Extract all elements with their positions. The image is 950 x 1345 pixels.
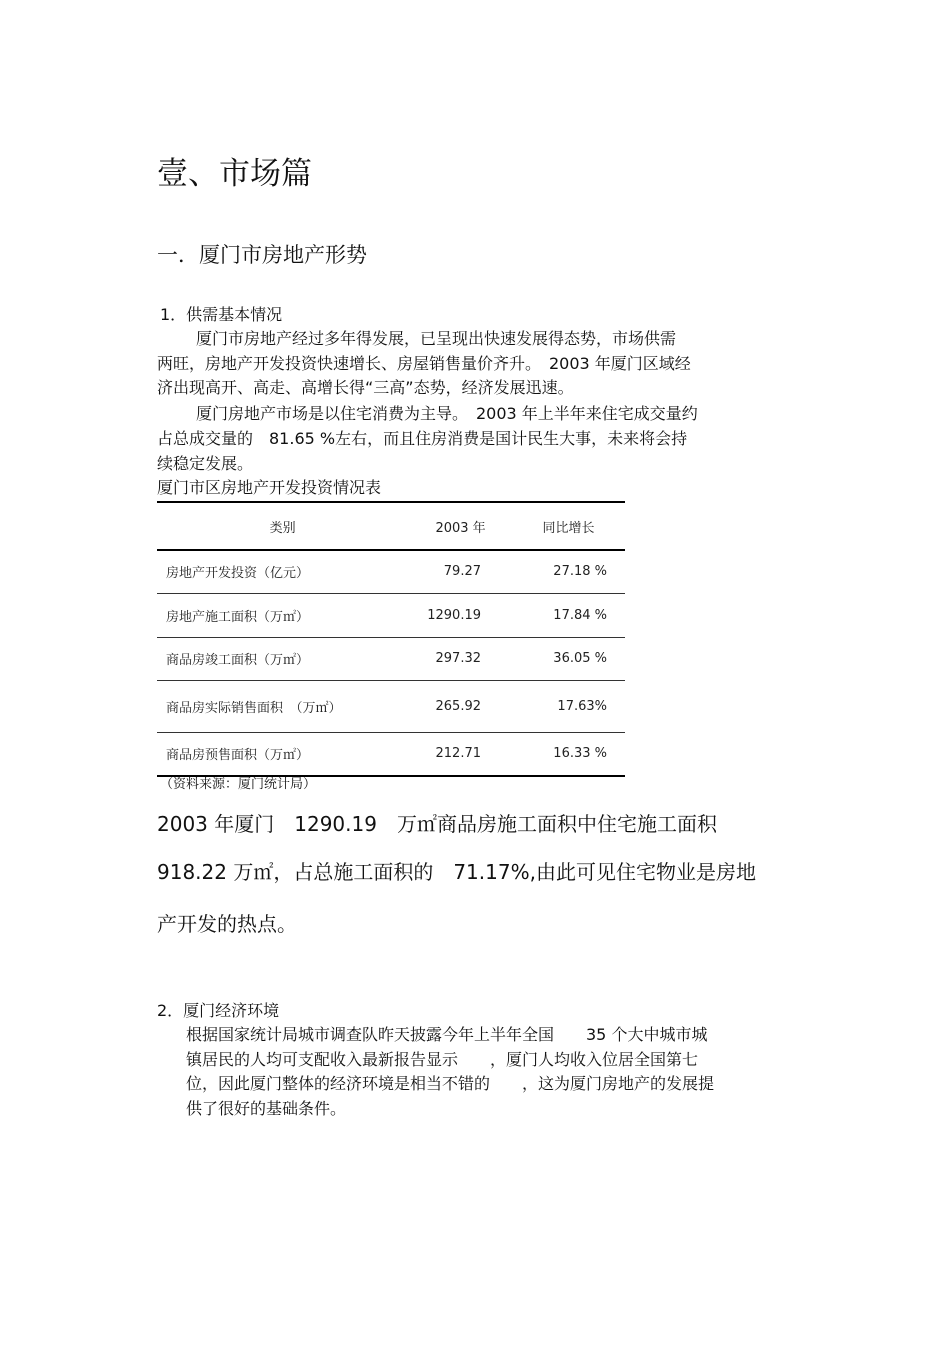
table-row: [157, 550, 625, 593]
row-value: 297.32: [409, 637, 511, 680]
row-value: 1290.19: [409, 593, 511, 637]
table-row: [157, 680, 625, 732]
subsection-1-title: 1．供需基本情况: [160, 305, 283, 324]
paragraph-1-line-2: 两旺，房地产开发投资快速增长、房屋销售量价齐升。 2003 年厦门区域经: [157, 354, 691, 373]
summary-line-3: 产开发的热点。: [157, 912, 297, 936]
paragraph-3-line-4: 供了很好的基础条件。: [186, 1099, 347, 1118]
subsection-2-title: 2．厦门经济环境: [157, 1001, 280, 1020]
table-caption: 厦门市区房地产开发投资情况表: [157, 478, 382, 497]
header-category: 类别: [157, 502, 409, 550]
row-value: 212.71: [409, 732, 511, 776]
table-row: [157, 593, 625, 637]
section-title: 一．厦门市房地产形势: [157, 243, 367, 267]
paragraph-1-line-3: 济出现高开、高走、高增长得“三高”态势，经济发展迅速。: [157, 378, 574, 397]
row-growth: 17.84 %: [511, 593, 625, 637]
paragraph-2-line-1: 厦门房地产市场是以住宅消费为主导。 2003 年上半年来住宅成交量约: [196, 404, 698, 423]
row-growth: 16.33 %: [511, 732, 625, 776]
investment-table: [157, 501, 625, 777]
paragraph-1-line-1: 厦门市房地产经过多年得发展，已呈现出快速发展得态势，市场供需: [196, 329, 677, 348]
row-growth: 27.18 %: [511, 550, 625, 593]
paragraph-3-line-2: 镇居民的人均可支配收入最新报告显示 ，厦门人均收入位居全国第七: [186, 1050, 699, 1069]
row-growth: 36.05 %: [511, 637, 625, 680]
summary-line-2: 918.22 万㎡，占总施工面积的 71.17%,由此可见住宅物业是房地: [157, 860, 756, 884]
table-row: [157, 732, 625, 776]
header-year: 2003 年: [409, 502, 511, 550]
page-heading: 壹、市场篇: [157, 156, 312, 192]
row-growth: 17.63%: [511, 680, 625, 732]
row-value: 265.92: [409, 680, 511, 732]
row-category: 商品房预售面积（万㎡）: [157, 732, 409, 776]
paragraph-3-line-1: 根据国家统计局城市调查队昨天披露今年上半年全国 35 个大中城市城: [186, 1025, 708, 1044]
table-header-row: [157, 502, 625, 550]
row-category: 房地产施工面积（万㎡）: [157, 593, 409, 637]
paragraph-2-line-3: 续稳定发展。: [157, 454, 254, 473]
header-growth: 同比增长: [511, 502, 625, 550]
table-source: （资料来源：厦门统计局）: [160, 777, 317, 792]
row-value: 79.27: [409, 550, 511, 593]
row-category: 商品房竣工面积（万㎡）: [157, 637, 409, 680]
table-row: [157, 637, 625, 680]
row-category: 商品房实际销售面积 （万㎡）: [157, 680, 409, 732]
summary-line-1: 2003 年厦门 1290.19 万㎡商品房施工面积中住宅施工面积: [157, 812, 717, 836]
paragraph-3-line-3: 位，因此厦门整体的经济环境是相当不错的 ，这为厦门房地产的发展提: [186, 1074, 715, 1093]
row-category: 房地产开发投资（亿元）: [157, 550, 409, 593]
paragraph-2-line-2: 占总成交量的 81.65 %左右，而且住房消费是国计民生大事，未来将会持: [157, 429, 688, 448]
